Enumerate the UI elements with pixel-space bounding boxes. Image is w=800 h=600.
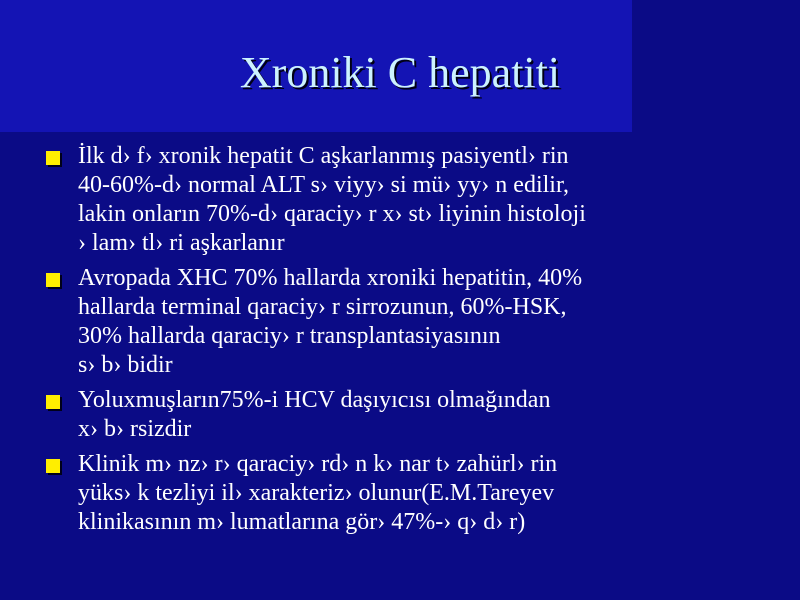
bullet-line: İlk d› f› xronik hepatit C aşkarlanmış pasiyentl› rin xyxy=(78,143,569,169)
bullet-text xyxy=(78,386,770,444)
bullet-line: › lam› tl› ri aşkarlanır xyxy=(78,230,285,256)
slide-title: Xroniki C hepatiti xyxy=(239,48,561,97)
bullet-line: Yoluxmuşların75%-i HCV daşıyıcısı olmağından xyxy=(78,387,551,413)
bullet-line: x› b› rsizdir xyxy=(78,416,192,442)
square-bullet-icon xyxy=(46,459,60,473)
square-bullet-icon xyxy=(46,395,60,409)
square-bullet-icon xyxy=(46,151,60,165)
bullet-text xyxy=(78,264,770,380)
bullet-item xyxy=(0,386,800,444)
bullet-item xyxy=(0,450,800,537)
bullet-line: 30% hallarda qaraciy› r transplantasiyasının xyxy=(78,323,501,349)
bullet-item xyxy=(0,264,800,380)
bullet-line: yüks› k tezliyi il› xarakteriz› olunur(E.M.Tareyev xyxy=(78,480,555,506)
bullet-line: Avropada XHC 70% hallarda xroniki hepatitin, 40% xyxy=(78,265,583,291)
bullet-line: s› b› bidir xyxy=(78,352,173,378)
bullet-text xyxy=(78,142,770,258)
bullet-line: 40-60%-d› normal ALT s› viyy› si mü› yy› n edilir, xyxy=(78,172,569,198)
bullet-line: Klinik m› nz› r› qaraciy› rd› n k› nar t› zahürl› rin xyxy=(78,451,558,477)
square-bullet-icon xyxy=(46,273,60,287)
bullet-list xyxy=(0,142,800,543)
bullet-line: hallarda terminal qaraciy› r sirrozunun, 60%-HSK, xyxy=(78,294,567,320)
bullet-text xyxy=(78,450,770,537)
bullet-item xyxy=(0,142,800,258)
bullet-line: lakin onların 70%-d› qaraciy› r x› st› liyinin histoloji xyxy=(78,201,586,227)
bullet-line: klinikasının m› lumatlarına gör› 47%-› q› d› r) xyxy=(78,509,526,535)
